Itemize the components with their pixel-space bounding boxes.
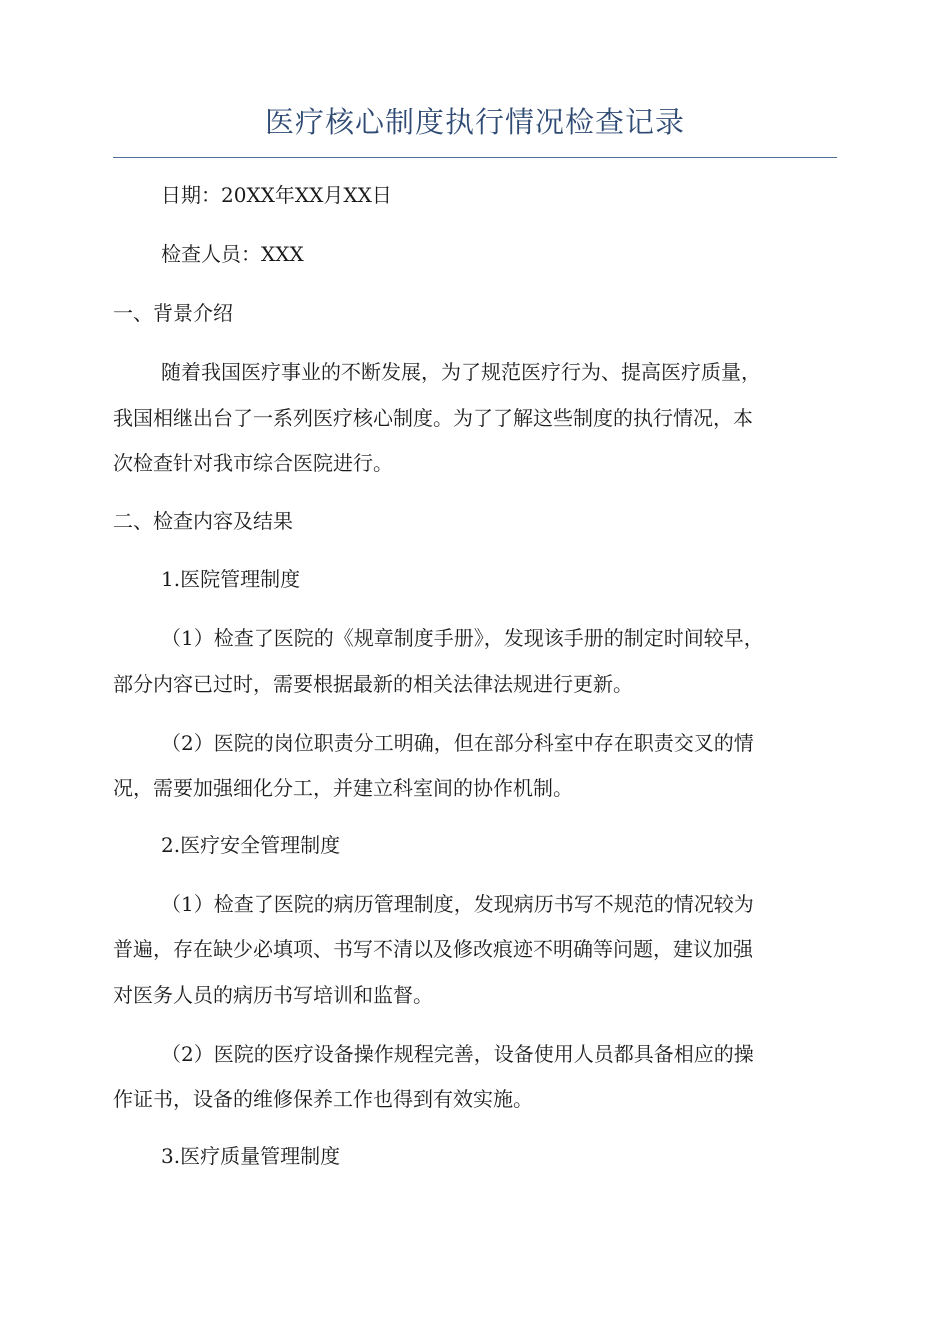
body-line: 次检查针对我市综合医院进行。 xyxy=(113,451,393,475)
body-line: 作证书，设备的维修保养工作也得到有效实施。 xyxy=(113,1087,533,1111)
title-divider xyxy=(113,157,837,158)
body-line: 1.医院管理制度 xyxy=(161,567,301,591)
body-line: 对医务人员的病历书写培训和监督。 xyxy=(113,983,433,1007)
body-line: 部分内容已过时，需要根据最新的相关法律法规进行更新。 xyxy=(113,672,633,696)
document-title: 医疗核心制度执行情况检查记录 xyxy=(264,105,685,139)
body-line: 我国相继出台了一系列医疗核心制度。为了了解这些制度的执行情况，本 xyxy=(113,406,753,430)
body-line: 日期：20XX年XX月XX日 xyxy=(161,183,392,207)
body-line: 况，需要加强细化分工，并建立科室间的协作机制。 xyxy=(113,776,573,800)
body-line: 3.医疗质量管理制度 xyxy=(161,1144,341,1168)
body-line: 二、检查内容及结果 xyxy=(113,509,293,533)
body-line: 2.医疗安全管理制度 xyxy=(161,833,341,857)
body-line: （1）检查了医院的病历管理制度，发现病历书写不规范的情况较为 xyxy=(161,892,754,916)
body-line: （2）医院的岗位职责分工明确，但在部分科室中存在职责交叉的情 xyxy=(161,731,754,755)
body-line: 检查人员：XXX xyxy=(161,242,304,266)
body-line: 随着我国医疗事业的不断发展，为了规范医疗行为、提高医疗质量， xyxy=(161,360,761,384)
body-line: 普遍，存在缺少必填项、书写不清以及修改痕迹不明确等问题，建议加强 xyxy=(113,937,753,961)
body-line: 一、背景介绍 xyxy=(113,301,233,325)
body-line: （2）医院的医疗设备操作规程完善，设备使用人员都具备相应的操 xyxy=(161,1042,754,1066)
body-line: （1）检查了医院的《规章制度手册》，发现该手册的制定时间较早， xyxy=(161,626,764,650)
